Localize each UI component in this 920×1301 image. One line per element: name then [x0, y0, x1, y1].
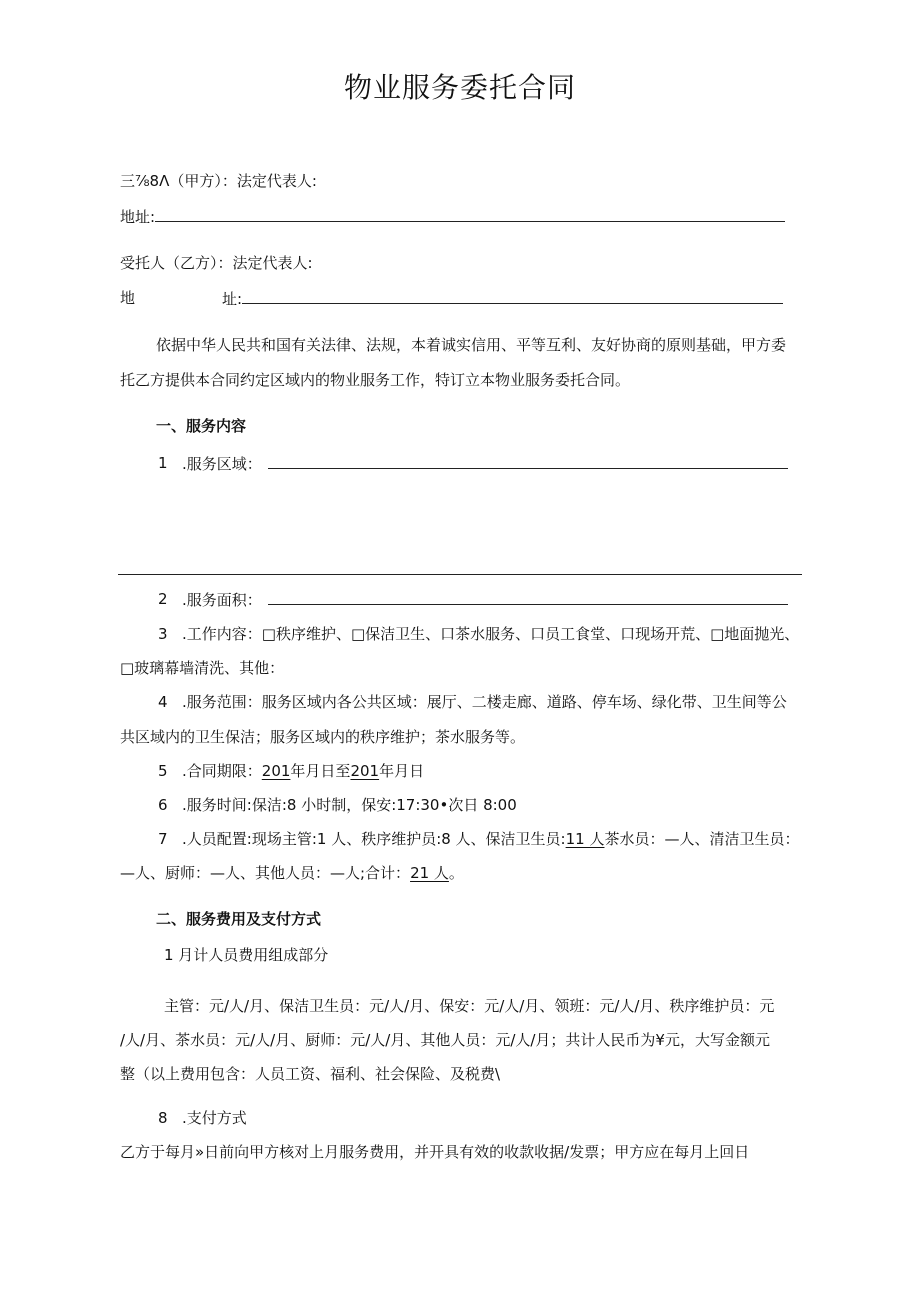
item-7-number: 7	[158, 830, 168, 848]
item-5-end-year: 201	[350, 762, 380, 780]
item-7-period: 。	[448, 864, 464, 882]
item-5-label: .合同期限：	[182, 762, 262, 780]
party-b-address-left: 地	[120, 289, 136, 307]
party-a-address-blank	[155, 205, 785, 222]
item-2-service-size	[182, 588, 788, 611]
item-7-line-1	[182, 828, 799, 850]
sub-8-label: .支付方式	[182, 1109, 247, 1127]
item-7-total: 21 人	[410, 864, 449, 882]
service-area-rule	[118, 574, 802, 575]
fee-line-3: 整（以上费用包含：人员工资、福利、社会保险、及税费\	[120, 1065, 501, 1083]
item-6-number: 6	[158, 796, 168, 814]
preamble-line-2: 托乙方提供本合同约定区域内的物业服务工作，特订立本物业服务委托合同。	[120, 371, 631, 389]
item-2-number: 2	[158, 590, 168, 608]
item-5-end: 年月日	[379, 762, 425, 780]
item-3-line-2: □玻璃幕墙清洗、其他：	[120, 659, 285, 677]
party-a-address-label: 地址:	[120, 208, 156, 226]
item-4-line-1: .服务范围：服务区域内各公共区域：展厅、二楼走廊、道路、停车场、绿化带、卫生间等公	[182, 693, 787, 711]
item-6-service-time: .服务时间:保洁:8 小时制，保安:17:30•次日 8:00	[182, 796, 517, 814]
party-b-address-label: 址:	[222, 290, 243, 308]
preamble-line-1: 依据中华人民共和国有关法律、法规，本着诚实信用、平等互利、友好协商的原则基础，甲方委	[156, 336, 787, 354]
party-b-address	[222, 287, 783, 310]
item-5-number: 5	[158, 762, 168, 780]
item-1-service-area	[182, 452, 788, 475]
fee-line-1: 主管：元/人/月、保洁卫生员：元/人/月、保安：元/人/月、领班：元/人/月、秩序维护员：元	[164, 997, 775, 1015]
service-area-blank	[268, 452, 788, 469]
fee-line-2: /人/月、茶水员：元/人/月、厨师：元/人/月、其他人员：元/人/月；共计人民币为¥元，大写金额元	[120, 1031, 770, 1049]
item-3-line-1: .工作内容：□秩序维护、□保洁卫生、口茶水服务、口员工食堂、口现场开荒、□地面抛光、	[182, 625, 800, 643]
item-7-cleaner-count: 11 人	[565, 830, 605, 848]
item-1-label: .服务区域：	[182, 455, 262, 473]
section-2-heading: 二、服务费用及支付方式	[156, 910, 322, 928]
party-b-address-blank	[242, 287, 783, 304]
sub-8-number: 8	[158, 1109, 168, 1127]
party-a-label: 三⅞8Λ（甲方）：法定代表人:	[120, 172, 317, 190]
item-7-staff-cont: 茶水员：—人、清洁卫生员：	[604, 830, 800, 848]
section-2-sub-1: 1 月计人员费用组成部分	[164, 946, 329, 964]
payment-line-1: 乙方于每月»日前向甲方核对上月服务费用，并开具有效的收款收据/发票；甲方应在每月上回日	[120, 1143, 750, 1161]
item-4-number: 4	[158, 693, 168, 711]
item-7-staff: .人员配置:现场主管:1 人、秩序维护员:8 人、保洁卫生员:	[182, 830, 566, 848]
service-size-blank	[268, 588, 788, 605]
party-b-label: 受托人（乙方）：法定代表人:	[120, 254, 313, 272]
party-a-address	[120, 205, 785, 228]
item-7-staff-2: —人、厨师：—人、其他人员：—人;合计：	[120, 864, 411, 882]
document-title: 物业服务委托合同	[343, 71, 576, 104]
item-5-start-year: 201	[261, 762, 291, 780]
item-1-number: 1	[158, 454, 168, 472]
item-3-number: 3	[158, 625, 168, 643]
item-7-line-2	[120, 862, 464, 884]
item-2-label: .服务面积：	[182, 591, 262, 609]
item-4-line-2: 共区域内的卫生保洁；服务区域内的秩序维护；茶水服务等。	[120, 728, 526, 746]
item-5-contract-term	[182, 760, 424, 782]
item-5-mid: 年月日至	[290, 762, 351, 780]
section-1-heading: 一、服务内容	[156, 417, 247, 435]
